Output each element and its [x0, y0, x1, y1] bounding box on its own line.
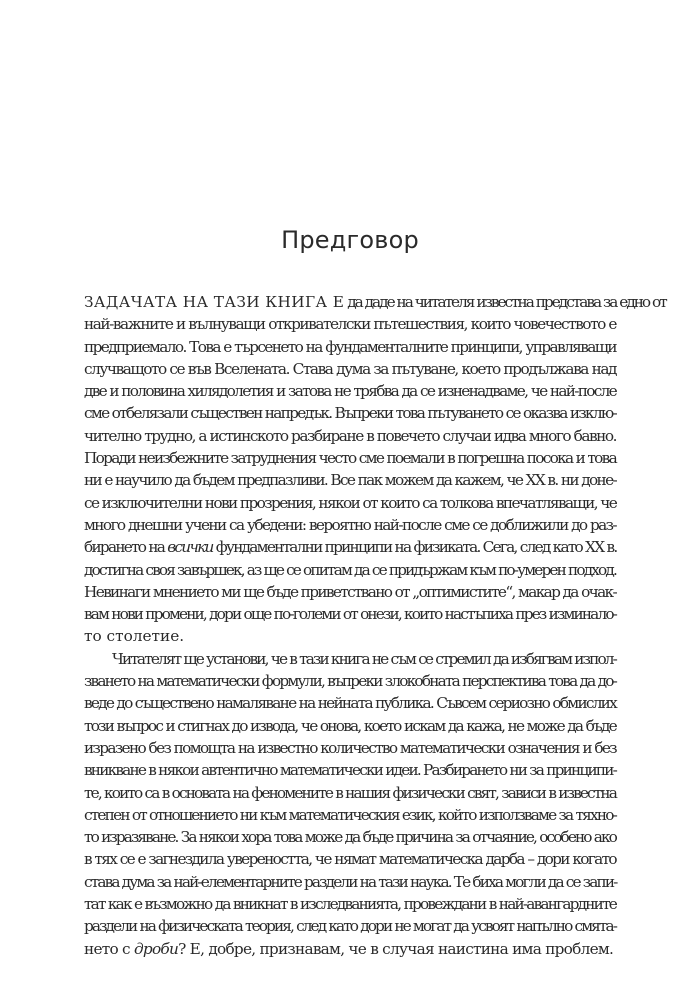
paragraph-1: [84, 291, 666, 648]
text-line: вникване в някои автентично математически идеи. Разбирането ни за принципи-: [84, 761, 616, 780]
text-line: раздели на физическата теория, след като дори не могат да усвоят напълно смята-: [84, 917, 616, 936]
text-line: този въпрос и стигнах до извода, че онова, което искам да кажа, не може да бъде: [84, 716, 616, 735]
paragraph-2: [84, 648, 616, 960]
text-line: веде до съществено намаляване на нейната публика. Съвсем сериозно обмислих: [84, 694, 616, 713]
text-line: [84, 291, 666, 313]
text-line: те, които са в основата на феномените в нашия физически свят, зависи в известна: [84, 783, 616, 802]
text-line: степен от отношението ни към математическия език, който използваме за тяхно-: [84, 805, 616, 824]
text-line: случващото се във Вселената. Става дума за пътуване, което продължава над: [84, 359, 616, 378]
text-line: най-важните и вълнуващи откривателски пътешествия, които човечеството е: [84, 315, 616, 334]
text-line: сме отбелязали съществен напредък. Въпреки това пътуването се оказва изклю-: [84, 404, 616, 423]
text-line: [84, 938, 616, 960]
text-line: изразено без помощта на известно количество математически означения и без: [84, 738, 616, 757]
text-line: много днешни учени са убедени: вероятно най-после сме се доближили до раз-: [84, 515, 616, 534]
text-line: Читателят ще установи, че в тази книга не съм се стремил да избягвам изпол-: [112, 649, 616, 668]
text-line: тат как е възможно да вникнат в изследванията, провеждани в най-авангардните: [84, 895, 616, 914]
text-line: то столетие.: [84, 627, 185, 646]
text-line: Невинаги мнението ми ще бъде приветствано от „оптимистите“, макар да очак-: [84, 582, 616, 601]
emphasis-italic: всички: [167, 538, 213, 557]
line-text: да даде на читателя известна представа за едно от: [344, 293, 666, 311]
text-line: [84, 536, 616, 558]
text-line: чително трудно, а истинското разбиране в повечето случаи идва много бавно.: [84, 426, 617, 445]
chapter-title: Предговор: [281, 226, 419, 254]
text-line: се изключителни нови прозрения, някои от които са толкова впечатляващи, че: [84, 493, 617, 512]
emphasis-italic: дроби: [133, 939, 179, 958]
text-line: вам нови промени, дори още по-големи от онези, които настъпиха през изминало-: [84, 605, 616, 624]
line-text: фундаментални принципи на физиката. Сега, след като XX в.: [212, 538, 617, 557]
line-text: нето с: [84, 939, 134, 958]
text-line: в тях се е загнездила увереността, че нямат математическа дарба – дори когато: [84, 850, 616, 869]
text-line: става дума за най-елементарните раздели на тази наука. Те биха могли да се запи-: [84, 872, 617, 891]
text-line: ни е научило да бъдем предпазливи. Все пак можем да кажем, че XX в. ни доне-: [84, 471, 616, 490]
line-text: бирането на: [84, 538, 168, 557]
lead-in-smallcaps: ЗАДАЧАТА НА ТАЗИ КНИГА Е: [84, 293, 345, 311]
body-text: [84, 291, 666, 960]
text-line: предприемало. Това е търсенето на фундаменталните принципи, управляващи: [84, 337, 616, 356]
text-line: достигна своя завършек, аз ще се опитам да се придържам към по-умерен подход.: [84, 560, 616, 579]
line-text: ? Е, добре, признавам, че в случая наистина има проблем.: [178, 939, 614, 958]
text-line: две и половина хилядолетия и затова не трябва да се изненадваме, че най-после: [84, 382, 616, 401]
text-line: Поради неизбежните затруднения често сме поемали в погрешна посока и това: [84, 449, 616, 468]
text-line: зването на математически формули, въпреки злокобната перспектива това да до-: [84, 672, 616, 691]
text-line: то изразяване. За някои хора това може да бъде причина за отчаяние, особено ако: [84, 828, 616, 847]
